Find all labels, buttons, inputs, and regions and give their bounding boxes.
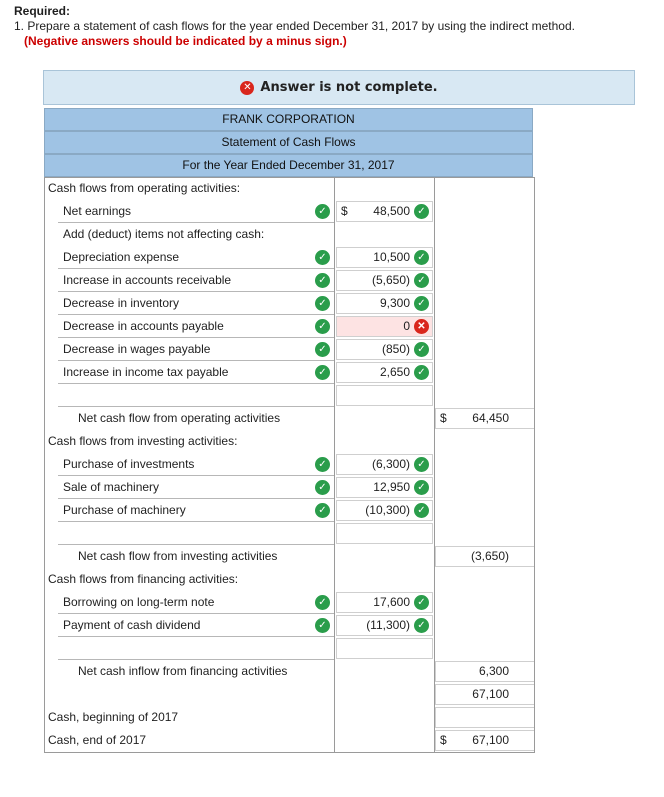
total-input[interactable] <box>435 661 535 682</box>
statement-row <box>44 729 535 752</box>
row-label: Add (deduct) items not affecting cash: <box>63 227 265 241</box>
statement-row <box>44 430 535 453</box>
table-border <box>44 177 535 178</box>
amount-input[interactable] <box>336 615 433 636</box>
check-icon: ✓ <box>315 595 330 610</box>
amount-value: (11,300) <box>366 618 410 632</box>
amount-value: 9,300 <box>379 296 410 310</box>
row-label[interactable]: Decrease in accounts payable <box>63 319 224 333</box>
statement-row <box>44 522 535 545</box>
statement-row <box>44 591 535 614</box>
amount-input[interactable] <box>336 454 433 475</box>
amount-value: 48,500 <box>373 204 410 218</box>
row-label[interactable]: Depreciation expense <box>63 250 180 264</box>
total-input[interactable] <box>435 730 535 751</box>
check-icon: ✓ <box>414 457 429 472</box>
amount-input[interactable] <box>336 339 433 360</box>
row-label: Net cash flow from investing activities <box>78 549 278 563</box>
amount-value: 2,650 <box>379 365 410 379</box>
required-section <box>14 4 575 49</box>
statement-row <box>44 614 535 637</box>
statement-row <box>44 177 535 200</box>
check-icon: ✓ <box>414 618 429 633</box>
statement-row <box>44 269 535 292</box>
total-value: 67,100 <box>472 687 509 701</box>
amount-input[interactable] <box>336 362 433 383</box>
amount-input[interactable] <box>336 638 433 659</box>
amount-value: 10,500 <box>373 250 410 264</box>
answer-status-banner <box>43 70 635 105</box>
dollar-sign: $ <box>440 411 447 425</box>
table-border <box>44 752 535 753</box>
row-label[interactable]: Increase in accounts receivable <box>63 273 232 287</box>
banner-text: Answer is not complete. <box>260 80 438 95</box>
statement-row <box>44 683 535 706</box>
check-icon: ✓ <box>315 273 330 288</box>
statement-row <box>44 545 535 568</box>
amount-value: (10,300) <box>365 503 410 517</box>
statement-row <box>44 384 535 407</box>
statement-row <box>44 338 535 361</box>
amount-input[interactable] <box>336 592 433 613</box>
check-icon: ✓ <box>315 503 330 518</box>
row-label[interactable]: Net earnings <box>63 204 132 218</box>
statement-row <box>44 568 535 591</box>
statement-row <box>44 361 535 384</box>
statement-row <box>44 453 535 476</box>
check-icon: ✓ <box>315 250 330 265</box>
check-icon: ✓ <box>315 296 330 311</box>
check-icon: ✓ <box>414 480 429 495</box>
check-icon: ✓ <box>414 250 429 265</box>
check-icon: ✓ <box>315 342 330 357</box>
check-icon: ✓ <box>414 296 429 311</box>
amount-input[interactable] <box>336 316 433 337</box>
total-input[interactable] <box>435 408 535 429</box>
row-label: Net cash inflow from financing activities <box>78 664 288 678</box>
amount-input[interactable] <box>336 523 433 544</box>
statement-row <box>44 660 535 683</box>
dollar-sign: $ <box>440 733 447 747</box>
check-icon: ✓ <box>414 365 429 380</box>
column-divider <box>334 177 335 752</box>
amount-value: 17,600 <box>373 595 410 609</box>
error-icon: ✕ <box>240 81 254 95</box>
check-icon: ✓ <box>414 595 429 610</box>
statement-row <box>44 476 535 499</box>
statement-row <box>44 637 535 660</box>
check-icon: ✓ <box>315 365 330 380</box>
error-icon: ✕ <box>414 319 429 334</box>
row-label[interactable]: Decrease in inventory <box>63 296 180 310</box>
column-divider <box>44 177 45 752</box>
amount-input[interactable] <box>336 201 433 222</box>
amount-value: 0 <box>403 319 410 333</box>
total-value: 6,300 <box>478 664 509 678</box>
statement-row <box>44 246 535 269</box>
check-icon: ✓ <box>315 618 330 633</box>
row-label[interactable]: Payment of cash dividend <box>63 618 201 632</box>
total-value: 64,450 <box>472 411 509 425</box>
amount-value: (850) <box>381 342 410 356</box>
total-value: 67,100 <box>472 733 509 747</box>
statement-title: Statement of Cash Flows <box>44 131 533 154</box>
amount-input[interactable] <box>336 477 433 498</box>
row-label[interactable]: Increase in income tax payable <box>63 365 229 379</box>
total-input[interactable] <box>435 684 535 705</box>
amount-value: (5,650) <box>371 273 410 287</box>
row-label[interactable]: Purchase of investments <box>63 457 195 471</box>
check-icon: ✓ <box>414 342 429 357</box>
row-label: Cash flows from operating activities: <box>48 181 241 195</box>
amount-value: (6,300) <box>371 457 410 471</box>
statement-row <box>44 200 535 223</box>
total-input[interactable] <box>435 546 535 567</box>
cash-flow-table <box>44 177 535 754</box>
required-note: (Negative answers should be indicated by a minus sign.) <box>24 34 347 48</box>
row-label[interactable]: Sale of machinery <box>63 480 160 494</box>
check-icon: ✓ <box>315 319 330 334</box>
statement-row <box>44 292 535 315</box>
required-heading: Required: <box>14 4 71 18</box>
statement-row <box>44 706 535 729</box>
statement-row <box>44 407 535 430</box>
check-icon: ✓ <box>414 503 429 518</box>
statement-period: For the Year Ended December 31, 2017 <box>44 154 533 177</box>
column-divider <box>534 177 535 752</box>
amount-input[interactable] <box>336 293 433 314</box>
total-input[interactable] <box>435 707 535 728</box>
row-label: Cash, end of 2017 <box>48 733 147 747</box>
dollar-sign: $ <box>341 204 348 218</box>
row-label[interactable]: Decrease in wages payable <box>63 342 211 356</box>
check-icon: ✓ <box>414 273 429 288</box>
row-label[interactable]: Borrowing on long-term note <box>63 595 215 609</box>
check-icon: ✓ <box>315 480 330 495</box>
total-value: (3,650) <box>470 549 509 563</box>
row-label: Cash, beginning of 2017 <box>48 710 179 724</box>
row-label[interactable]: Purchase of machinery <box>63 503 186 517</box>
statement-row <box>44 499 535 522</box>
amount-input[interactable] <box>336 385 433 406</box>
row-label: Cash flows from financing activities: <box>48 572 239 586</box>
check-icon: ✓ <box>315 457 330 472</box>
statement-row <box>44 223 535 246</box>
amount-input[interactable] <box>336 270 433 291</box>
check-icon: ✓ <box>414 204 429 219</box>
amount-input[interactable] <box>336 500 433 521</box>
column-divider <box>434 177 435 752</box>
company-name: FRANK CORPORATION <box>44 108 533 131</box>
statement-row <box>44 315 535 338</box>
amount-input[interactable] <box>336 247 433 268</box>
row-label: Net cash flow from operating activities <box>78 411 281 425</box>
row-label: Cash flows from investing activities: <box>48 434 238 448</box>
amount-value: 12,950 <box>373 480 410 494</box>
check-icon: ✓ <box>315 204 330 219</box>
required-instruction: 1. Prepare a statement of cash flows for the year ended December 31, 2017 by using the indirect method. <box>14 19 575 33</box>
